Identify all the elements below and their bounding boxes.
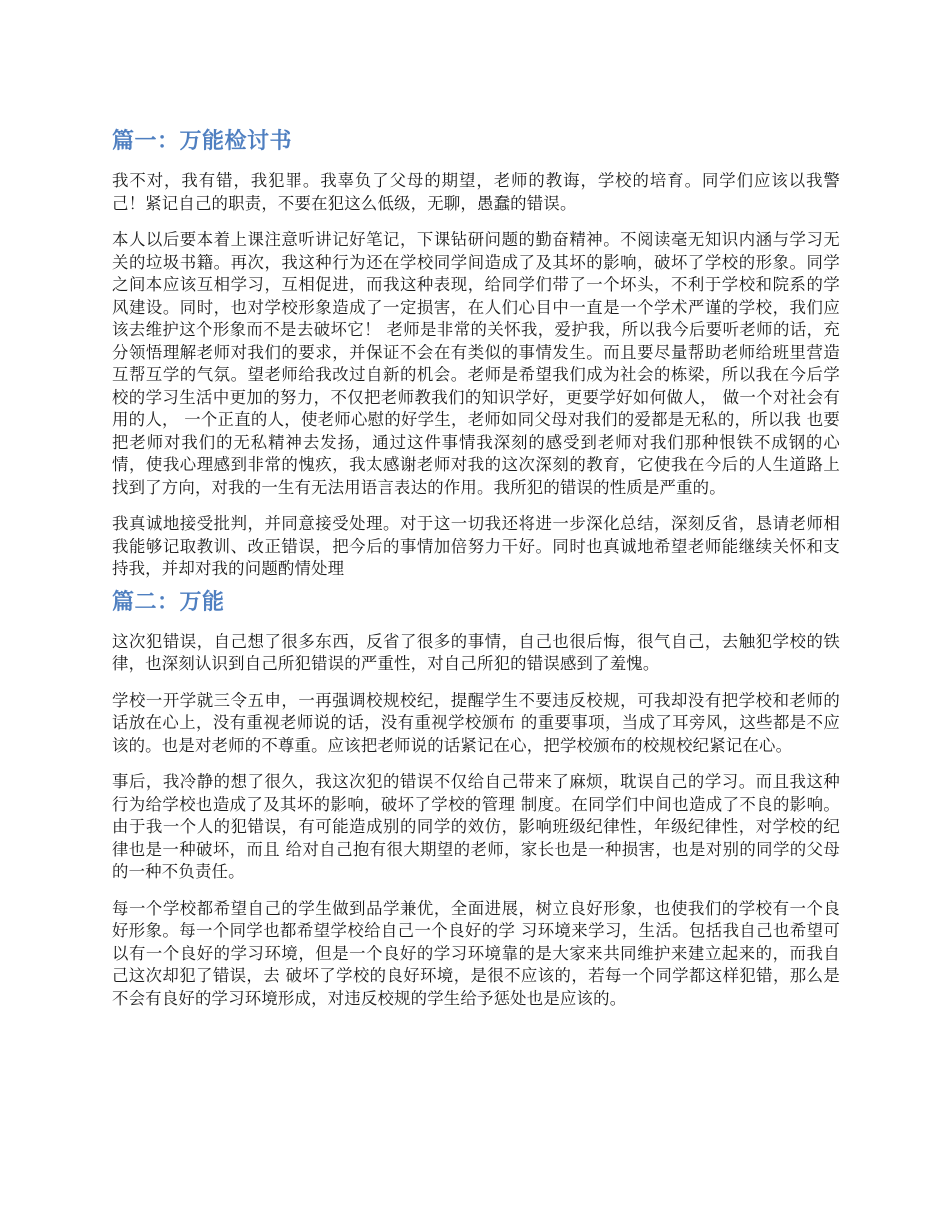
paragraph: 每一个学校都希望自己的学生做到品学兼优，全面进展，树立良好形象，也使我们的学校有一个良好形象。每一个同学也都希望学校给自己一个良好的学 习环境来学习，生活。包括我自己也希望可以有一个良好的学习环境，但是一个良好的学习环境靠的是大家来共同维护来建立起来的，而我自己这次却犯了错误，去 破坏了学校的良好环境，是很不应该的，若每一个同学都这样犯错，那么是不会有良好的学习环境形成，对违反校规的学生给予惩处也是应该的。	[112, 898, 840, 1008]
section-2	[112, 587, 840, 1011]
paragraph: 这次犯错误，自己想了很多东西，反省了很多的事情，自己也很后悔，很气自己，去触犯学校的铁律，也深刻认识到自己所犯错误的严重性，对自己所犯的错误感到了羞愧。	[112, 631, 840, 673]
section-1	[112, 126, 840, 581]
paragraph: 本人以后要本着上课注意听讲记好笔记，下课钻研问题的勤奋精神。不阅读毫无知识内涵与学习无关的垃圾书籍。再次，我这种行为还在学校同学间造成了及其坏的影响，破坏了学校的形象。同学之间本应该互相学习，互相促进，而我这种表现，给同学们带了一个坏头，不利于学校和院系的学风建设。同时，也对学校形象造成了一定损害，在人们心目中一直是一个学术严谨的学校，我们应该去维护这个形象而不是去破坏它！ 老师是非常的关怀我，爱护我，所以我今后要听老师的话，充分领悟理解老师对我们的要求，并保证不会在有类似的事情发生。而且要尽量帮助老师给班里营造互帮互学的气氛。望老师给我改过自新的机会。老师是希望我们成为社会的栋梁，所以我在今后学校的学习生活中更加的努力，不仅把老师教我们的知识学好，更要学好如何做人， 做一个对社会有用的人， 一个正直的人，使老师心慰的好学生，老师如同父母对我们的爱都是无私的，所以我 也要把老师对我们的无私精神去发扬，通过这件事情我深刻的感受到老师对我们那种恨铁不成钢的心情，使我心理感到非常的愧疚，我太感谢老师对我的这次深刻的教育，它使我在今后的人生道路上找到了方向，对我的一生有无法用语言表达的作用。我所犯的错误的性质是严重的。	[112, 230, 840, 497]
section-title: 篇二：万能	[112, 589, 225, 615]
paragraph: 我不对，我有错，我犯罪。我辜负了父母的期望，老师的教诲，学校的培育。同学们应该以我警己！紧记自己的职责，不要在犯这么低级，无聊，愚蠢的错误。	[112, 171, 840, 213]
section-title: 篇一：万能检讨书	[112, 129, 293, 154]
document-body	[112, 126, 840, 1010]
paragraph: 我真诚地接受批判，并同意接受处理。对于这一切我还将进一步深化总结，深刻反省，恳请老师相我能够记取教训、改正错误，把今后的事情加倍努力干好。同时也真诚地希望老师能继续关怀和支持我，并却对我的问题酌情处理	[112, 514, 840, 578]
paragraph: 事后，我冷静的想了很久，我这次犯的错误不仅给自己带来了麻烦，耽误自己的学习。而且我这种行为给学校也造成了及其坏的影响，破坏了学校的管理 制度。在同学们中间也造成了不良的影响。由于我一个人的犯错误，有可能造成别的同学的效仿，影响班级纪律性，年级纪律性，对学校的纪律也是一种破坏，而且 给对自己抱有很大期望的老师，家长也是一种损害，也是对别的同学的父母的一种不负责任。	[112, 772, 840, 881]
paragraph: 学校一开学就三令五申，一再强调校规校纪，提醒学生不要违反校规，可我却没有把学校和老师的话放在心上，没有重视老师说的话，没有重视学校颁布 的重要事项，当成了耳旁风，这些都是不应该的。也是对老师的不尊重。应该把老师说的话紧记在心，把学校颁布的校规校纪紧记在心。	[112, 690, 840, 755]
